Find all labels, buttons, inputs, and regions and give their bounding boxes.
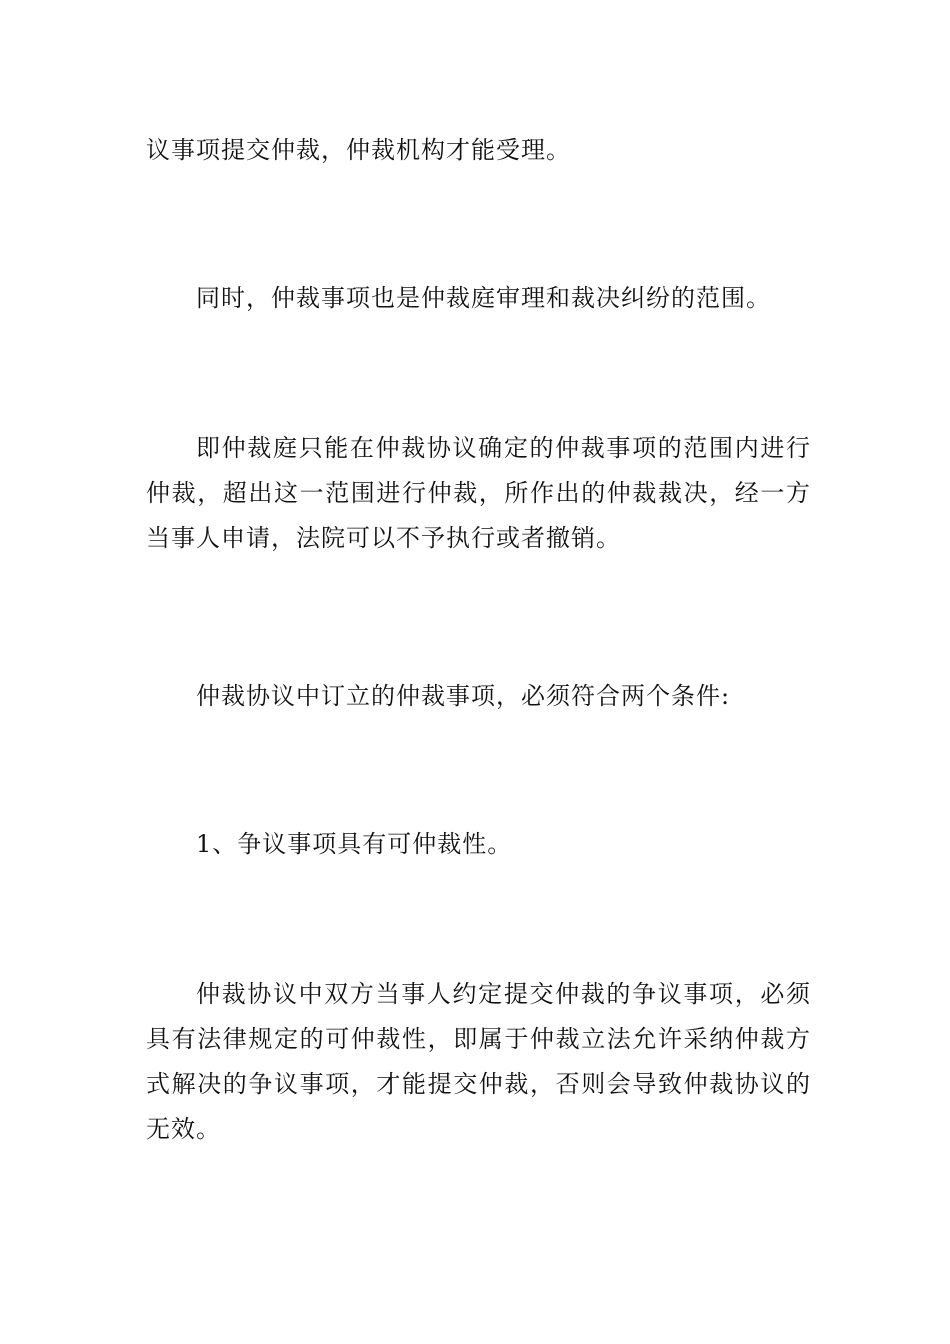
paragraph-condition-1: 1、争议事项具有可仲裁性。 — [196, 830, 513, 858]
paragraph-limits: 即仲裁庭只能在仲裁协议确定的仲裁事项的范围内进行仲裁，超出这一范围进行仲裁，所作出的仲裁裁决，经一方当事人申请，法院可以不予执行或者撤销。 — [146, 434, 811, 552]
paragraph-scope: 同时，仲裁事项也是仲裁庭审理和裁决纠纷的范围。 — [196, 284, 771, 312]
paragraph-conditions-intro: 仲裁协议中订立的仲裁事项，必须符合两个条件: — [196, 682, 731, 710]
paragraph-arbitrability: 仲裁协议中双方当事人约定提交仲裁的争议事项，必须具有法律规定的可仲裁性，即属于仲裁立法允许采纳仲裁方式解决的争议事项，才能提交仲裁，否则会导致仲裁协议的无效。 — [146, 980, 811, 1143]
paragraph-continuation: 议事项提交仲裁，仲裁机构才能受理。 — [146, 136, 571, 164]
